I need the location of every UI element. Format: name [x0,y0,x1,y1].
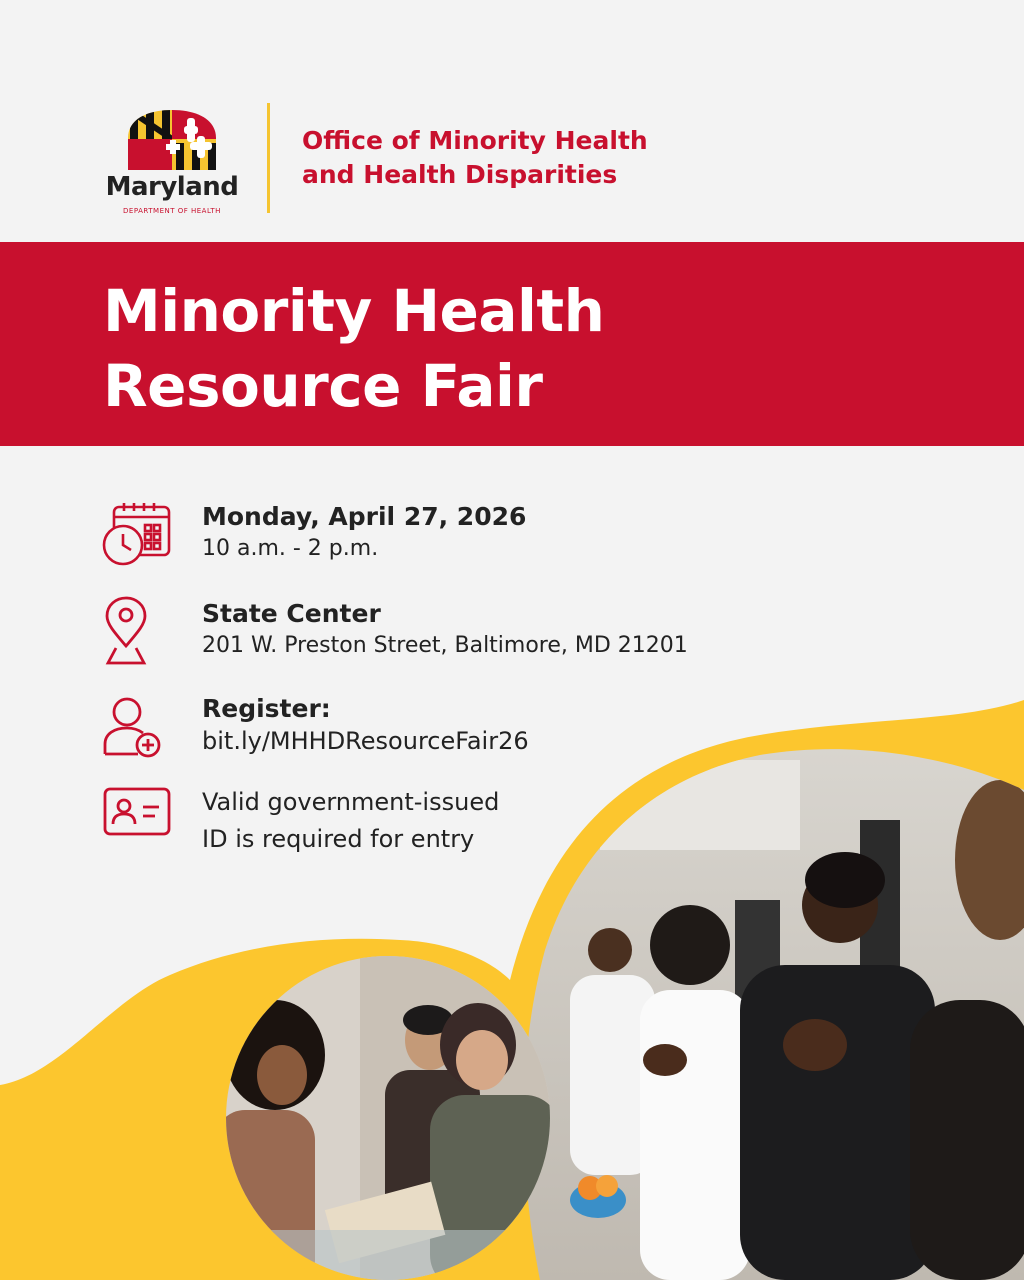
id-requirement-block [202,784,499,858]
id-requirement-line1: Valid government-issued [202,788,500,816]
venue-block [202,598,688,662]
register-block [202,693,529,757]
register-link[interactable]: bit.ly/MHHDResourceFair26 [202,727,529,755]
header-divider [267,103,270,213]
maryland-flag-dome-icon [126,108,218,170]
page-title [103,274,903,424]
user-add-icon [102,696,162,758]
event-date: Monday, April 27, 2026 [202,502,527,531]
register-label: Register: [202,694,331,723]
venue-name: State Center [202,599,381,628]
id-requirement-line2: ID is required for entry [202,825,475,853]
event-time: 10 a.m. - 2 p.m. [202,536,379,561]
title-line2: Resource Fair [103,352,543,420]
title-line1: Minority Health [103,277,605,345]
maryland-health-logo [98,108,248,220]
title-banner [0,242,1024,446]
logo-department: DEPARTMENT OF HEALTH [123,207,221,215]
office-name-line2: and Health Disparities [302,160,618,189]
logo-wordmark: Maryland [105,172,239,202]
office-name-line1: Office of Minority Health [302,126,648,155]
event-date-block [202,501,526,565]
venue-address: 201 W. Preston Street, Baltimore, MD 21201 [202,633,688,658]
calendar-clock-icon [102,501,172,567]
office-name [302,124,722,192]
map-pin-icon [104,596,148,666]
id-card-icon [103,787,171,837]
